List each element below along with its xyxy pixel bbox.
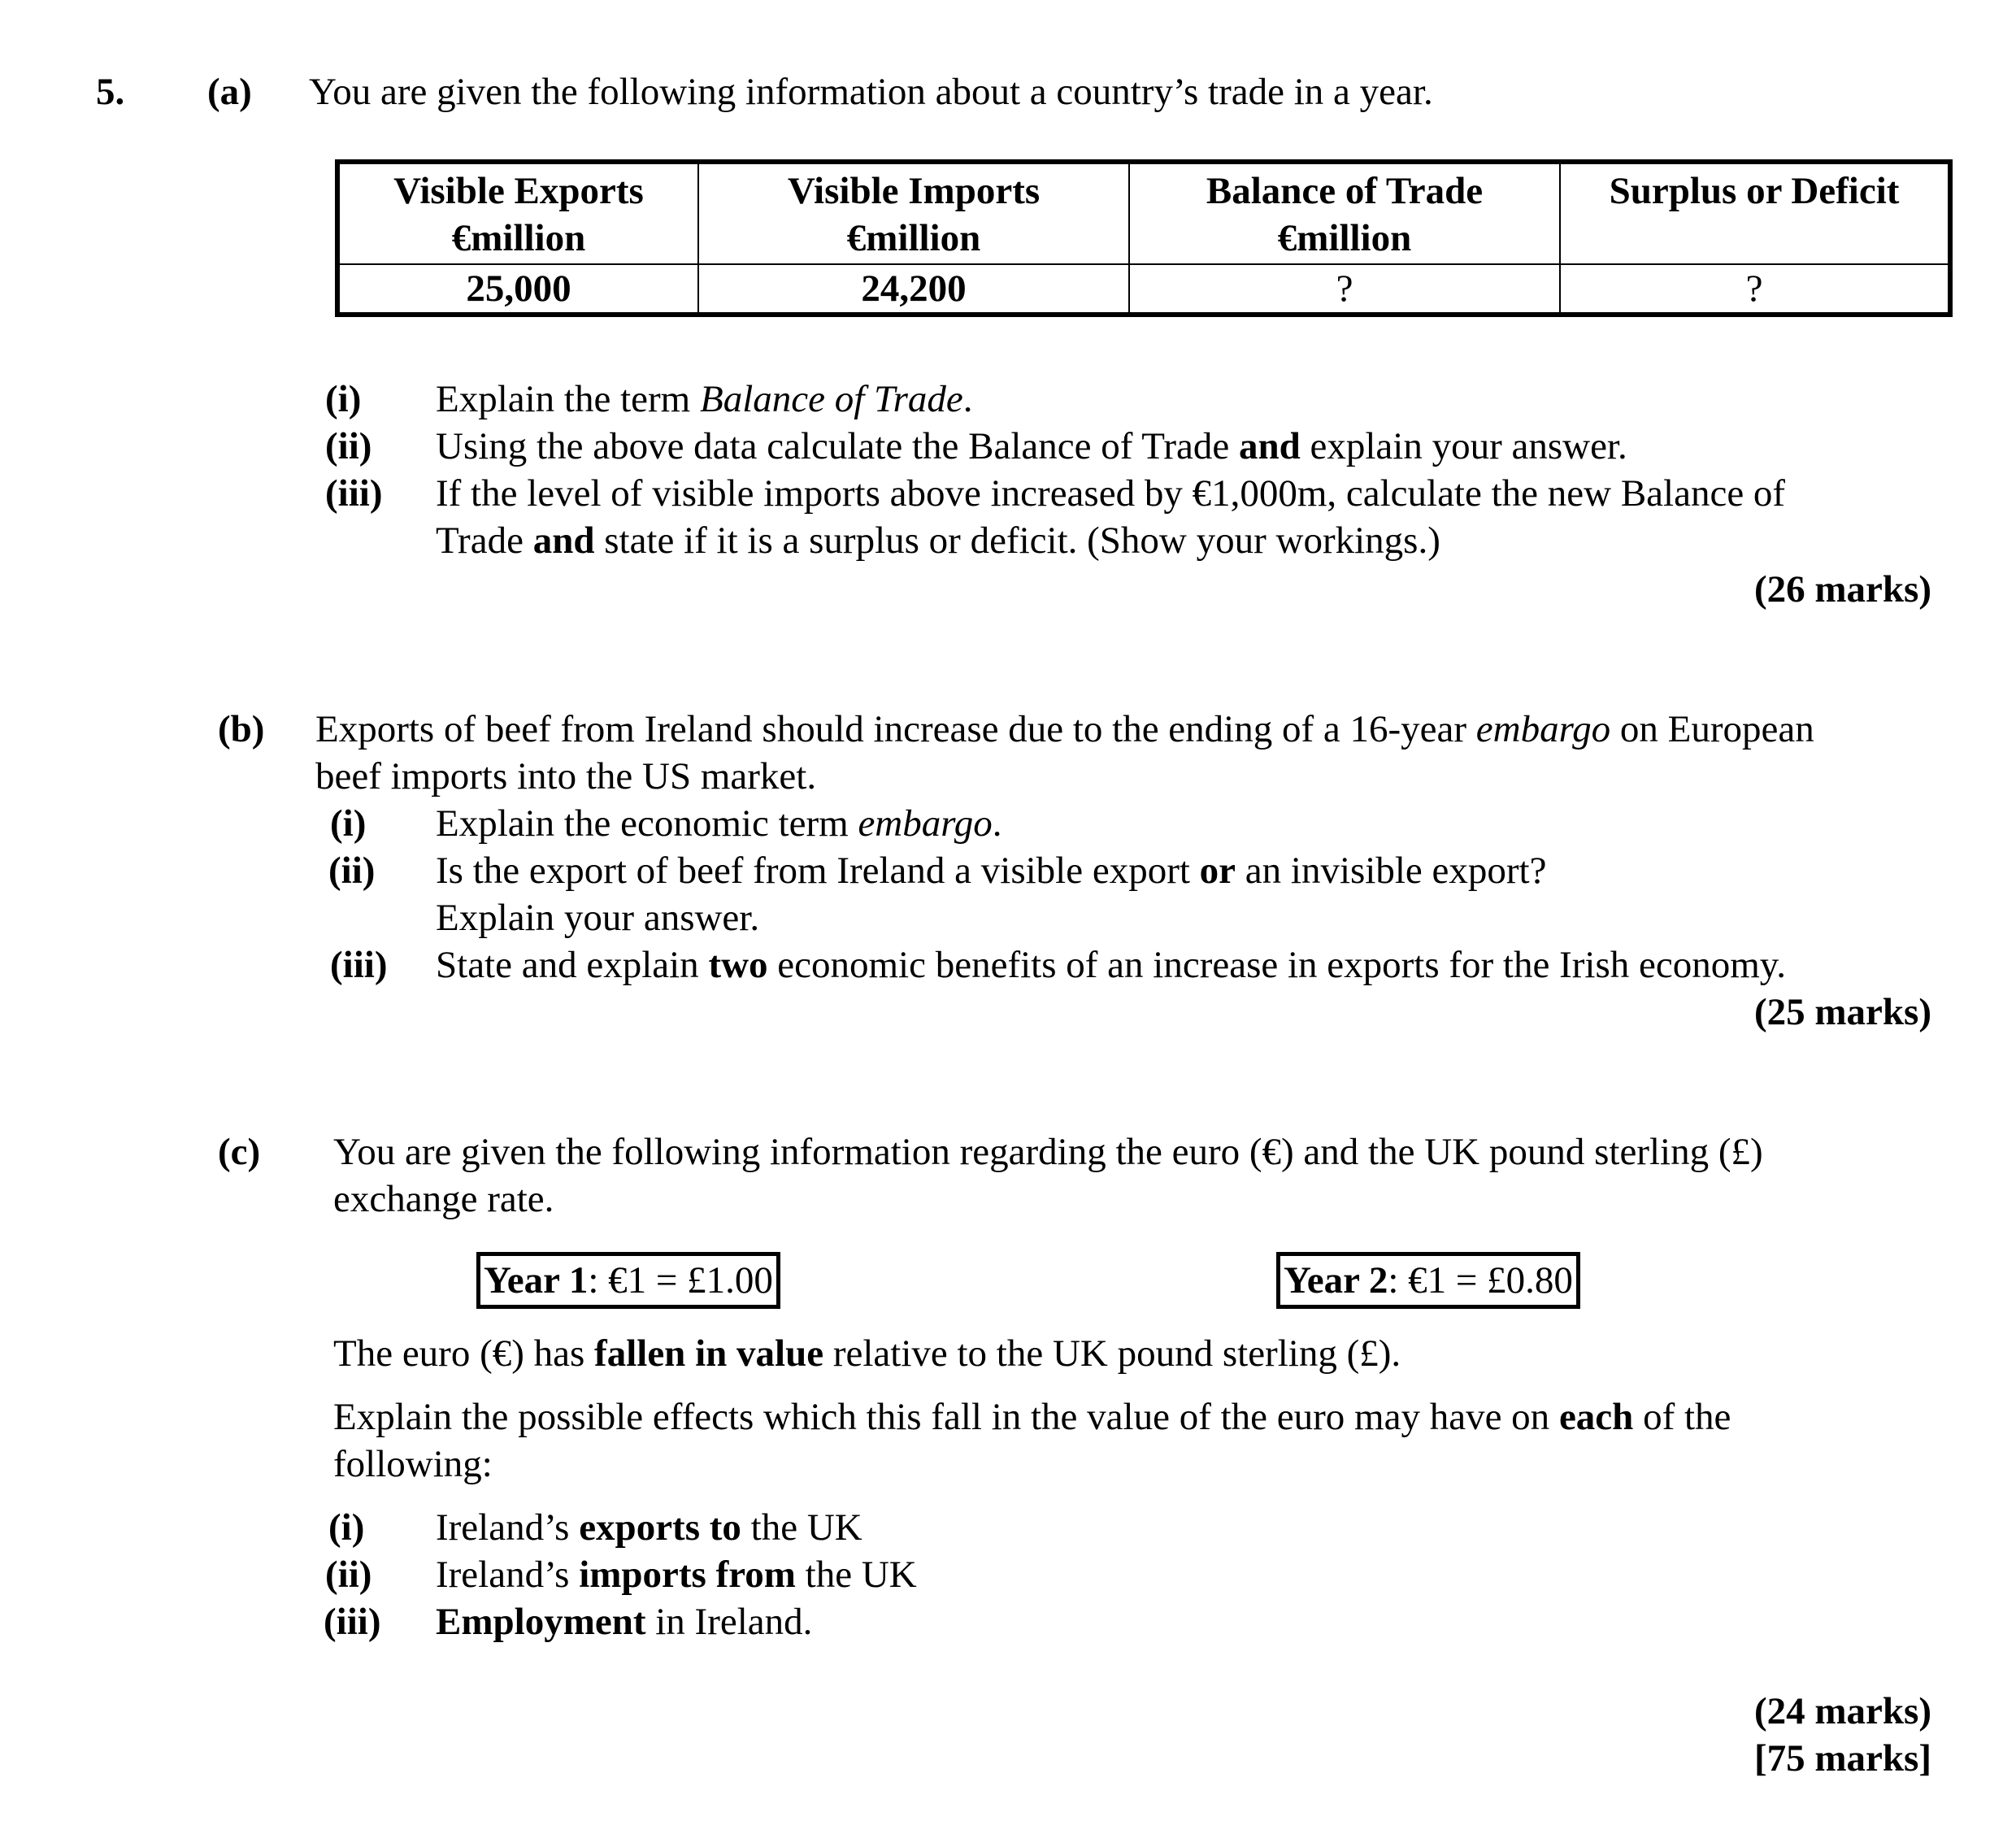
part-c-fall-statement: The euro (€) has fallen in value relative to the UK pound sterling (£). [333,1332,1401,1375]
part-b-marks: (25 marks) [1754,991,1931,1033]
year-1-rate-box: Year 1: €1 = £1.00 [476,1252,780,1309]
part-b-label: (b) [218,708,265,750]
value-visible-imports: 24,200 [698,264,1129,315]
part-a-item-iii-line2: Trade and state if it is a surplus or deficit. (Show your workings.) [436,519,1440,562]
part-c-intro-line1: You are given the following information regarding the euro (€) and the UK pound sterling (£) [333,1131,1763,1173]
part-b-intro-line1: Exports of beef from Ireland should increase due to the ending of a 16-year embargo on European [315,708,1814,750]
part-a-item-i-num: (i) [325,378,362,420]
value-surplus-or-deficit: ? [1560,264,1950,315]
header-visible-imports: Visible Imports €million [698,162,1129,264]
part-a-intro: You are given the following information about a country’s trade in a year. [309,71,1433,113]
question-number: 5. [96,71,125,113]
part-a-item-iii-num: (iii) [325,472,383,515]
part-b-item-ii-num: (ii) [328,850,376,892]
part-b-item-i-num: (i) [330,802,367,845]
part-a-item-ii-text: Using the above data calculate the Balance of Trade and explain your answer. [436,425,1627,467]
part-b-intro-line2: beef imports into the US market. [315,755,817,798]
part-c-intro-line2: exchange rate. [333,1178,554,1220]
year-2-rate-box: Year 2: €1 = £0.80 [1276,1252,1580,1309]
part-a-marks: (26 marks) [1754,568,1931,611]
header-surplus-or-deficit: Surplus or Deficit [1560,162,1950,264]
part-c-marks: (24 marks) [1754,1690,1931,1732]
trade-table-header-row [337,162,1950,264]
part-c-item-i-num: (i) [328,1506,365,1549]
value-balance-of-trade: ? [1129,264,1560,315]
part-b-item-ii-line2: Explain your answer. [436,897,760,939]
part-c-item-iii-text: Employment in Ireland. [436,1601,813,1643]
part-c-item-ii-num: (ii) [325,1554,372,1596]
part-a-item-i-text: Explain the term Balance of Trade. [436,378,973,420]
part-a-label: (a) [207,71,252,113]
part-c-item-i-text: Ireland’s exports to the UK [436,1506,862,1549]
part-c-item-iii-num: (iii) [324,1601,381,1643]
trade-table [335,159,1953,317]
part-b-item-iii-num: (iii) [330,944,388,986]
part-c-item-ii-text: Ireland’s imports from the UK [436,1554,917,1596]
part-a-item-ii-num: (ii) [325,425,372,467]
part-c-explain-line1: Explain the possible effects which this fall in the value of the euro may have on each of the [333,1396,1731,1438]
part-a-item-iii-line1: If the level of visible imports above increased by €1,000m, calculate the new Balance of [436,472,1786,515]
value-visible-exports: 25,000 [337,264,698,315]
part-c-label: (c) [218,1131,261,1173]
total-marks: [75 marks] [1754,1737,1931,1780]
part-b-item-ii-line1: Is the export of beef from Ireland a visible export or an invisible export? [436,850,1547,892]
trade-table-values-row [337,264,1950,315]
part-b-item-i-text: Explain the economic term embargo. [436,802,1002,845]
header-visible-exports: Visible Exports €million [337,162,698,264]
part-c-explain-line2: following: [333,1443,493,1485]
header-balance-of-trade: Balance of Trade €million [1129,162,1560,264]
part-b-item-iii-text: State and explain two economic benefits of an increase in exports for the Irish economy. [436,944,1786,986]
